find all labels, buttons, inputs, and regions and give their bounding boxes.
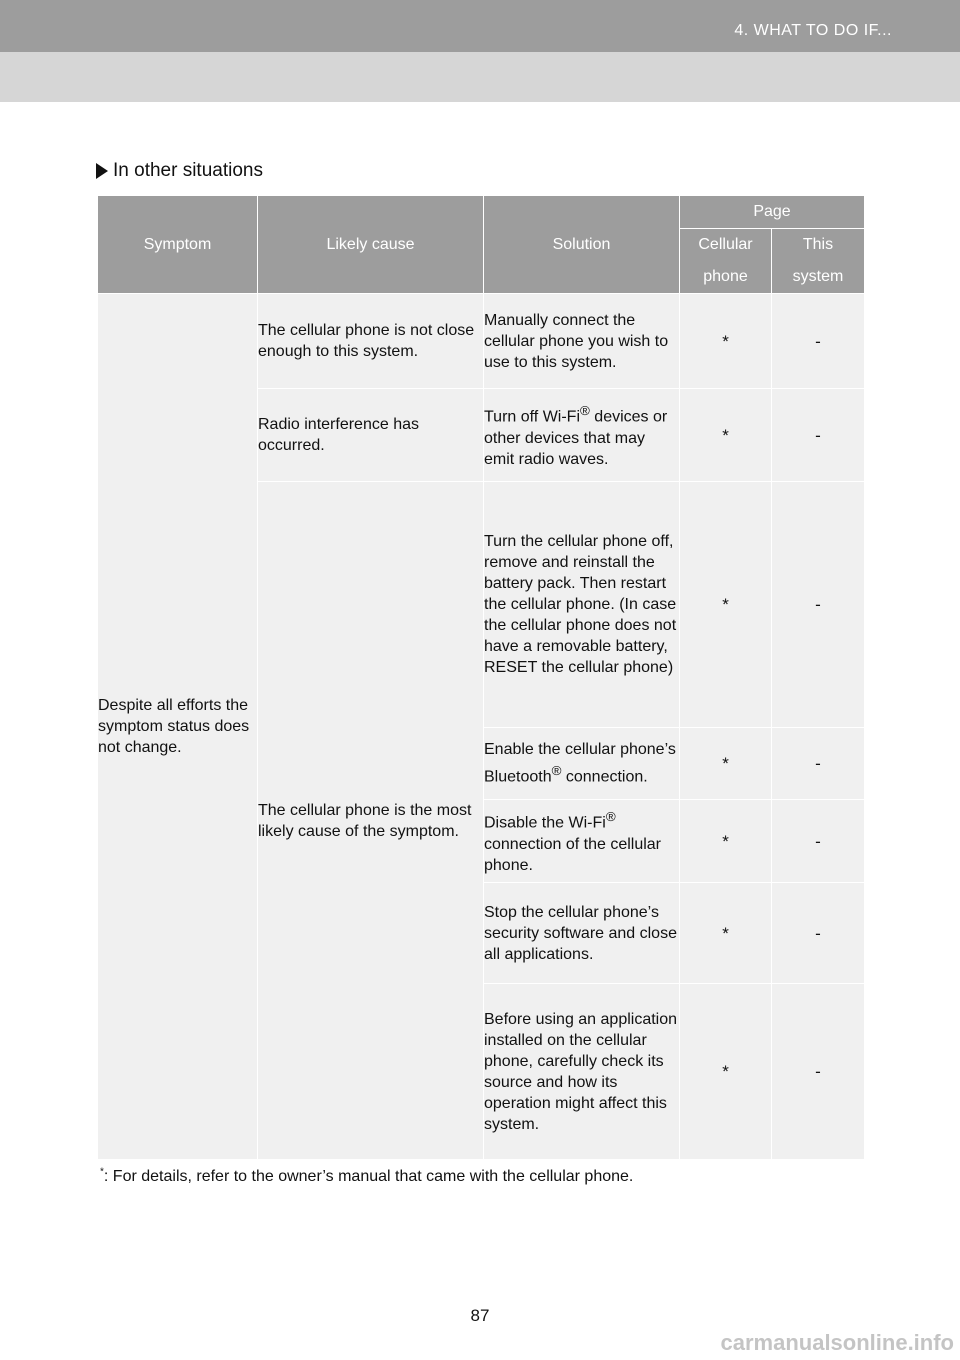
system-page-cell: -: [772, 800, 865, 883]
footnote-text: : For details, refer to the owner’s manual that came with the cellular phone.: [103, 1168, 634, 1185]
header-symptom: Symptom: [98, 196, 258, 294]
solution-text: Turn off Wi-Fi: [484, 408, 581, 426]
system-page-cell: -: [772, 389, 865, 482]
header-solution: Solution: [484, 196, 680, 294]
header-page: Page: [680, 196, 865, 229]
footnote-mark: *: [100, 1166, 104, 1178]
triangle-bullet-icon: [96, 163, 108, 179]
solution-cell: Turn the cellular phone off, remove and reinstall the battery pack. Then restart the cellular phone. (In case the cellular phone does not have a removable battery, RESET the cellular phone): [484, 482, 680, 728]
registered-mark: ®: [605, 809, 616, 825]
chapter-title: 4. WHAT TO DO IF...: [734, 22, 892, 39]
system-page-cell: -: [772, 294, 865, 389]
solution-text: Disable the Wi-Fi: [484, 814, 606, 832]
cellular-page-cell: *: [680, 482, 772, 728]
header-cellular-phone: [680, 229, 772, 294]
cellular-page-cell: *: [680, 800, 772, 883]
cellular-page-cell: *: [680, 984, 772, 1160]
watermark: carmanualsonline.info: [720, 1330, 954, 1355]
header-system-word: system: [792, 268, 844, 285]
footnote: [100, 1168, 633, 1186]
registered-mark: ®: [551, 763, 562, 779]
header-subband: [0, 52, 960, 102]
solution-cell: Manually connect the cellular phone you wish to use to this system.: [484, 294, 680, 389]
page-number: 87: [470, 1306, 490, 1325]
header-phone-word: phone: [703, 268, 748, 285]
header-this-system: [772, 229, 865, 294]
solution-text: connection of the cellular phone.: [484, 835, 661, 874]
solution-cell: [484, 800, 680, 883]
solution-text: Enable the cellular phone’s Bluetooth: [484, 741, 676, 786]
registered-mark: ®: [580, 403, 590, 419]
cause-cell: The cellular phone is the most likely cause of the symptom.: [258, 482, 484, 1160]
system-page-cell: -: [772, 883, 865, 984]
section-heading-text: In other situations: [113, 160, 263, 181]
troubleshooting-table: [97, 195, 865, 1160]
solution-cell: [484, 728, 680, 800]
cellular-page-cell: *: [680, 728, 772, 800]
solution-cell: Before using an application installed on the cellular phone, carefully check its source and how its operation might affect this system.: [484, 984, 680, 1160]
cause-cell: Radio interference has occurred.: [258, 389, 484, 482]
solution-cell: [484, 389, 680, 482]
table-row: [98, 294, 865, 389]
section-heading: [96, 160, 263, 182]
cellular-page-cell: *: [680, 294, 772, 389]
symptom-cell: Despite all efforts the symptom status does not change.: [98, 294, 258, 1160]
cellular-page-cell: *: [680, 883, 772, 984]
cellular-page-cell: *: [680, 389, 772, 482]
solution-text: connection.: [561, 768, 648, 786]
header-likely-cause: Likely cause: [258, 196, 484, 294]
header-this-word: This: [802, 236, 834, 253]
system-page-cell: -: [772, 984, 865, 1160]
solution-text: devices or other devices that may emit radio waves.: [484, 408, 668, 468]
system-page-cell: -: [772, 728, 865, 800]
header-cellular-word: Cellular: [698, 236, 753, 253]
cause-cell: The cellular phone is not close enough to this system.: [258, 294, 484, 389]
system-page-cell: -: [772, 482, 865, 728]
solution-cell: Stop the cellular phone’s security software and close all applications.: [484, 883, 680, 984]
